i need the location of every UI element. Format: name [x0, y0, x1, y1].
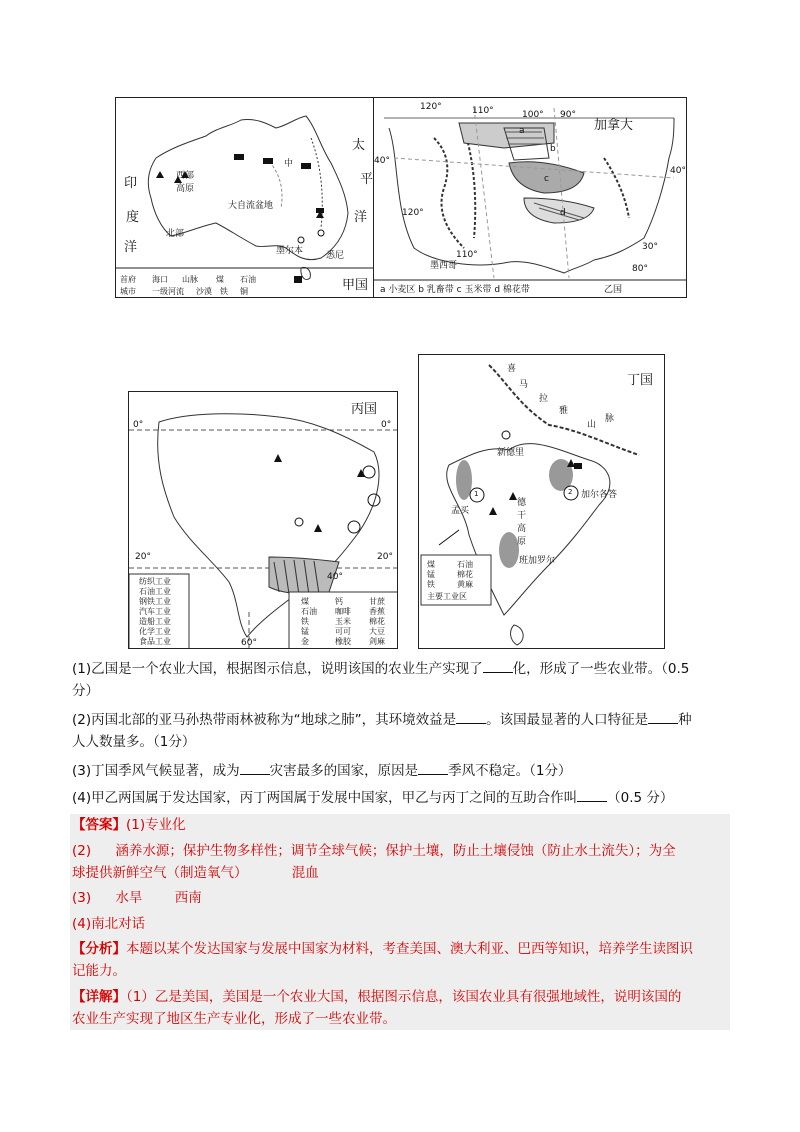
question-2-text-b: 。该国最显著的人口特征是 — [486, 712, 649, 728]
answer-1 — [72, 814, 732, 836]
question-2-text-c: 种 — [678, 712, 692, 728]
map-bing-title: 丙国 — [351, 402, 378, 417]
legend-item: 城市 — [120, 287, 136, 296]
label-ma: 马 — [519, 380, 529, 390]
analysis-text: 本题以某个发达国家与发展中国家为材料，考查美国、澳大利亚、巴西等知识，培养学生读图识 — [126, 941, 693, 957]
analysis-text-b: 记能力。 — [72, 963, 126, 979]
label-lat0-left: 0° — [133, 420, 144, 430]
detail-tag: 【详解】 — [72, 989, 126, 1005]
label-shan: 山 — [587, 420, 597, 430]
answer-3-text-b: 西南 — [174, 890, 202, 906]
legend-item: 钙 — [335, 597, 343, 606]
label-lon40: 40° — [327, 572, 343, 582]
legend-item: 山脉 — [182, 275, 198, 284]
label-lon100: 100° — [522, 110, 544, 120]
label-mexico: 墨西哥 — [430, 261, 458, 271]
analysis — [72, 938, 732, 982]
legend-item: 金 — [301, 637, 309, 646]
legend-item: 棉花 — [457, 570, 473, 579]
legend-item: 铁 — [301, 617, 309, 626]
question-1 — [72, 658, 732, 702]
legend-item: 橡胶 — [335, 637, 351, 646]
label-lon110b: 110° — [456, 250, 478, 260]
answer-blank — [577, 787, 607, 802]
answer-2-num: (2) — [72, 843, 92, 859]
label-yang2: 洋 — [124, 240, 138, 255]
question-3 — [72, 760, 732, 782]
map-yi-usa — [373, 97, 687, 298]
label-dazi: 大自流盆地 — [228, 201, 274, 211]
label-mo: 墨尔本 — [276, 246, 304, 256]
legend-item: 首府 — [120, 275, 136, 284]
question-4-text: (4)甲乙两国属于发达国家，丙丁两国属于发展中国家，甲乙与丙丁之间的互助合作叫 — [72, 790, 578, 806]
analysis-tag: 【分析】 — [72, 941, 126, 957]
question-4 — [72, 787, 732, 809]
legend-item: 剑麻 — [369, 637, 385, 646]
map-yi-country-label: 乙国 — [604, 285, 623, 295]
legend-item: 锰 — [301, 627, 309, 636]
label-zone-d: d — [560, 208, 566, 218]
label-kolkata: 加尔各答 — [581, 490, 618, 500]
answer-blank — [483, 658, 513, 673]
legend-item: 石油 — [240, 275, 256, 284]
label-circle-1: 1 — [474, 490, 479, 498]
label-du: 度 — [126, 210, 140, 225]
label-lat0-right: 0° — [381, 420, 392, 430]
label-zone-c: c — [544, 174, 549, 184]
map-ding-title: 丁国 — [627, 373, 654, 388]
answer-2 — [72, 840, 732, 884]
detail-text-b: 农业生产实现了地区生产专业化，形成了一些农业带。 — [72, 1011, 396, 1027]
map-yi-caption: a 小麦区 b 乳畜带 c 玉米带 d 棉花带 — [380, 285, 530, 295]
answer-blank — [240, 760, 270, 775]
label-lat30: 30° — [642, 242, 658, 252]
label-yang: 洋 — [354, 210, 368, 225]
question-2 — [72, 709, 732, 753]
label-lat20-right: 20° — [377, 552, 393, 562]
legend-item: 锰 — [427, 570, 435, 579]
answer-3 — [72, 887, 732, 909]
legend-item: 石油 — [301, 607, 317, 616]
question-1-text-c: 分） — [72, 683, 99, 699]
answer-1-text: (1)专业化 — [126, 817, 186, 833]
legend-item: 沙漠 — [196, 287, 212, 296]
question-1-text: (1)乙国是一个农业大国，根据图示信息，说明该国的农业生产实现了 — [72, 661, 483, 677]
question-3-text: (3)丁国季风气候显著，成为 — [72, 763, 240, 779]
legend-item: 煤 — [427, 560, 435, 569]
label-lon60: 60° — [241, 638, 257, 648]
label-zone-a: a — [519, 126, 525, 136]
label-bei: 北部 — [166, 229, 185, 239]
label-lon80: 80° — [632, 264, 648, 274]
answer-blank — [418, 760, 448, 775]
map-ding-india — [418, 354, 665, 649]
answer-2-text-c: 混血 — [291, 865, 319, 881]
answer-4-text: (4)南北对话 — [72, 916, 146, 932]
legend-item: 纺织工业 — [139, 577, 171, 586]
legend-item: 海口 — [152, 275, 168, 284]
legend-item: 化学工业 — [139, 627, 171, 636]
legend-item: 大豆 — [369, 627, 385, 636]
question-4-text-b: （0.5 分） — [607, 790, 674, 806]
label-delhi: 新德里 — [497, 448, 525, 458]
question-3-text-c: 季风不稳定。（1分） — [448, 763, 572, 779]
legend-item: 钢铁工业 — [139, 597, 171, 606]
label-mai: 脉 — [605, 414, 615, 424]
answer-3-text-a: 水旱 — [115, 890, 143, 906]
label-mumbai: 孟买 — [451, 506, 470, 516]
legend-item: 咖啡 — [335, 607, 351, 616]
legend-item: 煤 — [216, 275, 224, 284]
legend-item: 甘蔗 — [369, 597, 385, 606]
label-lat40-right: 40° — [670, 166, 686, 176]
map-bing-brazil — [128, 391, 398, 649]
legend-item: 玉米 — [335, 617, 351, 626]
map-jia-country-label: 甲国 — [342, 278, 369, 293]
label-canada: 加拿大 — [594, 118, 634, 133]
answer-4 — [72, 913, 732, 935]
question-1-text-b: 化，形成了一些农业带。（0.5 — [512, 661, 690, 677]
legend-item: 棉花 — [369, 617, 385, 626]
label-ping: 平 — [360, 172, 374, 187]
label-xi: 喜 — [507, 364, 517, 374]
label-lat20-left: 20° — [135, 552, 151, 562]
label-lon90: 90° — [560, 110, 576, 120]
answer-2-text-b: 球提供新鲜空气（制造氧气） — [72, 865, 248, 881]
legend-item: 铜 — [240, 287, 248, 296]
question-2-text: (2)丙国北部的亚马孙热带雨林被称为“地球之肺”，其环境效益是 — [72, 712, 457, 728]
legend-item: 石油 — [457, 560, 473, 569]
label-lon120: 120° — [420, 102, 442, 112]
detail — [72, 986, 732, 1030]
answer-2-text: 涵养水源；保护生物多样性；调节全球气候；保护土壤，防止土壤侵蚀（防止水土流失）；为全 — [115, 843, 676, 859]
label-ya: 雅 — [559, 406, 569, 416]
legend-item: 黄麻 — [457, 580, 473, 589]
answer-tag: 【答案】 — [72, 817, 126, 833]
label-bangalore: 班加罗尔 — [519, 556, 556, 566]
legend-item: 汽车工业 — [139, 607, 171, 616]
label-lat40-left: 40° — [374, 156, 390, 166]
question-3-text-b: 灾害最多的国家，原因是 — [269, 763, 419, 779]
label-xibu: 西部高原 — [176, 171, 195, 194]
legend-item: 可可 — [335, 627, 351, 636]
answer-blank — [648, 709, 678, 724]
label-circle-2: 2 — [568, 488, 573, 496]
legend-item: 香蕉 — [369, 607, 385, 616]
question-2-text-d: 人人数量多。（1分） — [72, 734, 196, 750]
label-yin: 印 — [124, 176, 138, 191]
answer-blank — [456, 709, 486, 724]
label-zone-b: b — [550, 144, 556, 154]
label-lon120b: 120° — [402, 208, 424, 218]
detail-text: （1）乙是美国，美国是一个农业大国，根据图示信息，该国农业具有很强地域性，说明该国的 — [126, 989, 682, 1005]
legend-item: 造船工业 — [139, 617, 171, 626]
legend-item: 煤 — [301, 597, 309, 606]
legend-item: 铁 — [427, 580, 435, 589]
label-la: 拉 — [539, 394, 549, 404]
legend-item: 铁 — [220, 287, 228, 296]
legend-item: 石油工业 — [139, 587, 171, 596]
answer-3-num: (3) — [72, 890, 92, 906]
label-zhong: 中 — [284, 159, 294, 169]
label-tai: 太 — [352, 138, 366, 153]
label-deccan: 德干高原 — [517, 498, 527, 547]
legend-item: 食品工业 — [139, 637, 171, 646]
legend-item: 主要工业区 — [427, 592, 467, 601]
map-jia-australia — [115, 97, 375, 298]
label-xi: 悉尼 — [326, 251, 345, 261]
legend-item: 一级河流 — [152, 287, 184, 296]
label-lon110: 110° — [472, 106, 494, 116]
